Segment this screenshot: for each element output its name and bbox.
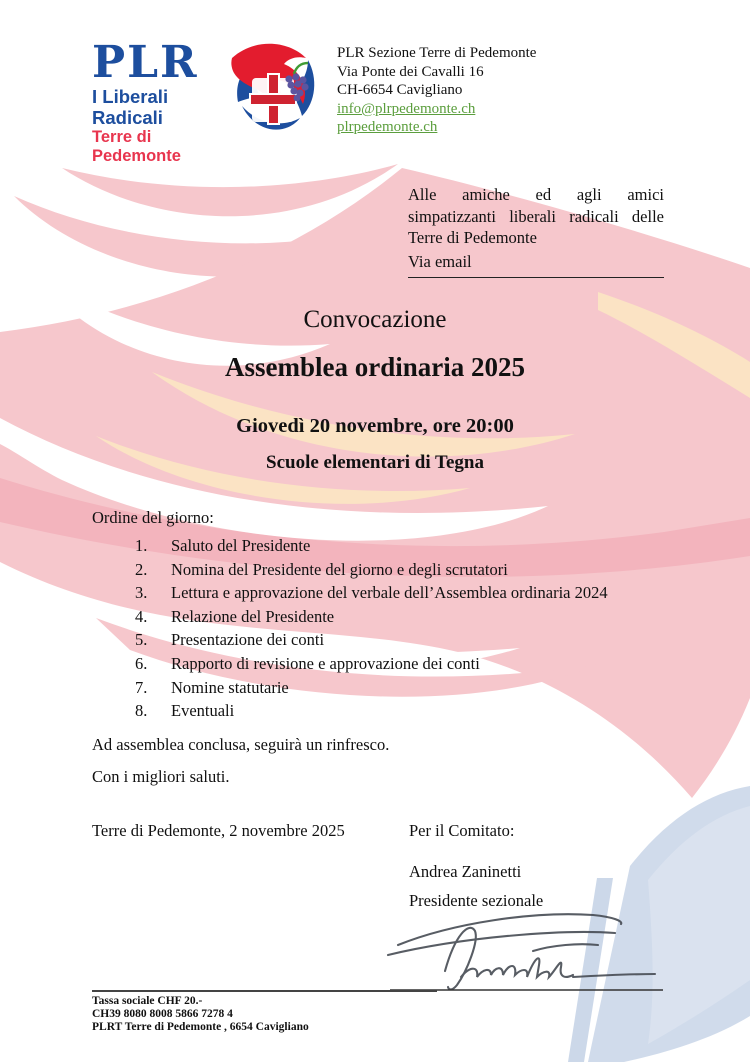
agenda-item-number: 8. (135, 701, 148, 721)
agenda-item-number: 7. (135, 677, 148, 697)
agenda-item-text: Nomina del Presidente del giorno e degli scrutatori (171, 559, 508, 579)
closing-line-saluti: Con i migliori saluti. (92, 767, 230, 786)
closing-line-rinfresco: Ad assemblea conclusa, seguirà un rinfresco. (92, 735, 390, 754)
place-and-date: Terre di Pedemonte, 2 novembre 2025 (92, 821, 345, 840)
logo-subtitle: I Liberali Radicali (92, 86, 169, 128)
event-location: Scuole elementari di Tegna (266, 452, 484, 473)
agenda-item-number: 2. (135, 559, 148, 579)
event-datetime: Giovedì 20 novembre, ore 20:00 (236, 415, 514, 437)
footer-fee: Tassa sociale CHF 20.- (92, 995, 203, 1007)
agenda-item-number: 1. (135, 536, 148, 555)
agenda-item (135, 607, 695, 631)
agenda-item (135, 630, 695, 654)
logo-region: Terre di Pedemonte (92, 128, 181, 165)
agenda-item-number: 3. (135, 583, 148, 603)
agenda-heading: Ordine del giorno: (92, 508, 214, 527)
agenda-item (135, 678, 695, 702)
agenda-item-text: Lettura e approvazione del verbale dell’Assemblea ordinaria 2024 (171, 583, 608, 603)
agenda-item (135, 654, 695, 678)
footer-block (92, 990, 437, 1035)
sender-city: CH-6654 Cavigliano (337, 82, 463, 99)
signer-role: Presidente sezionale (409, 891, 544, 910)
agenda-list (135, 536, 695, 725)
agenda-item-text: Presentazione dei conti (171, 630, 325, 650)
agenda-item (135, 560, 695, 584)
delivery-channel: Via email (408, 252, 664, 278)
agenda-item-number: 5. (135, 630, 148, 650)
agenda-item-text: Eventuali (171, 701, 235, 721)
agenda-item-text: Nomine statutarie (171, 677, 289, 697)
recipient-block: Alle amiche ed agli amici simpatizzanti liberali radicali delle Terre di Pedemonte (408, 185, 664, 247)
agenda-item (135, 701, 695, 725)
plr-flame-cross-grapes-logo-icon (226, 38, 318, 140)
agenda-item-number: 6. (135, 653, 148, 673)
sender-address-block (337, 44, 617, 137)
sender-website-link[interactable]: plrpedemonte.ch (337, 119, 438, 136)
handwritten-signature-icon (383, 893, 673, 995)
footer-org-address: PLRT Terre di Pedemonte , 6654 Cavigliano (92, 1021, 309, 1034)
agenda-item-text: Saluto del Presidente (171, 536, 311, 555)
footer-iban: CH39 8080 8008 5866 7278 4 (92, 1008, 233, 1021)
for-committee-label: Per il Comitato: (409, 821, 515, 840)
agenda-item (135, 583, 695, 607)
title-kicker: Convocazione (303, 306, 447, 333)
agenda-item (135, 536, 695, 560)
logo-acronym: PLR (92, 37, 199, 88)
signer-name: Andrea Zaninetti (409, 862, 522, 881)
agenda-item-number: 4. (135, 606, 148, 626)
sender-street: Via Ponte dei Cavalli 16 (337, 63, 484, 80)
agenda-item-text: Relazione del Presidente (171, 606, 335, 626)
sender-email-link[interactable]: info@plrpedemonte.ch (337, 100, 476, 117)
sender-org: PLR Sezione Terre di Pedemonte (337, 45, 537, 61)
agenda-item-text: Rapporto di revisione e approvazione dei conti (171, 653, 480, 673)
page-title: Assemblea ordinaria 2025 (225, 352, 525, 382)
logo-block (92, 37, 242, 166)
